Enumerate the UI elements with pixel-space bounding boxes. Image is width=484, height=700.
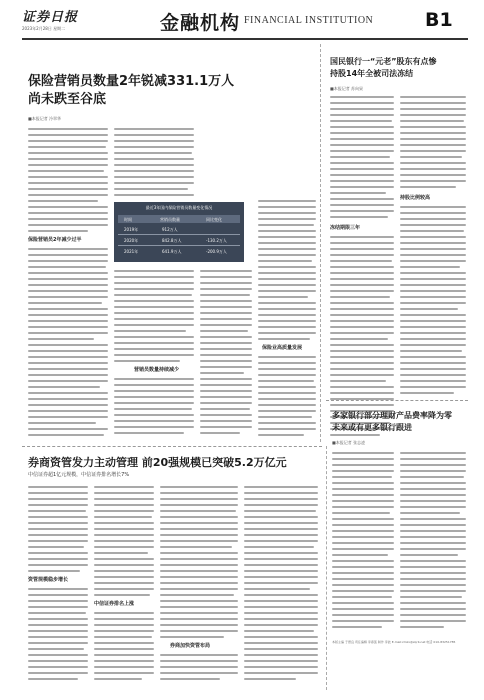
- bank-subhead-2: 持股比例较高: [400, 195, 431, 201]
- agent-count-table: [114, 202, 244, 262]
- securities-subhead-1: 资管规模稳步增长: [28, 577, 69, 583]
- table-cell: -130.2万人: [206, 238, 227, 243]
- table-title: 最近3年国内保险营销员数量变化情况: [145, 205, 213, 210]
- masthead: 证券日报: [22, 10, 79, 25]
- table-cell: 2021年: [124, 249, 139, 254]
- securities-subhead-3: 券商加快资管布局: [170, 643, 211, 649]
- editor-notice: 本版主编 于德良 责任编辑 李春莲 制作 李波 E-mail:zmzx@zqrb.net 电话 010-83251785: [332, 640, 456, 644]
- main-subhead-2: 营销员数量持续减少: [134, 367, 180, 373]
- table-cell: 842.8万人: [162, 238, 182, 243]
- section-divider: [22, 446, 322, 447]
- issue-date: 2023年2月28日 星期二: [22, 26, 66, 31]
- main-headline-line1: 保险营销员数量2年锐减331.1万人: [28, 74, 235, 89]
- main-subhead-3: 保险业高质量发展: [262, 345, 303, 351]
- table-header-count: 营销员数量: [160, 217, 180, 222]
- main-byline: ■本报记者 冷翠华: [28, 116, 62, 121]
- wealth-headline-line1: 多家银行部分理财产品费率降为零: [332, 411, 452, 420]
- table-cell: 2020年: [124, 238, 139, 243]
- table-cell: 912万人: [162, 227, 178, 232]
- wealth-byline: ■本报记者 张志凌: [332, 440, 366, 445]
- bank-subhead-1: 冻结期限三年: [330, 225, 361, 231]
- page-number: B1: [425, 9, 453, 31]
- securities-subhead-2: 中信证券排名上涨: [94, 601, 135, 607]
- main-headline-line2: 尚未跌至谷底: [28, 92, 107, 107]
- bank-headline-line1: 国民银行一“元老”股东有点惨: [330, 57, 437, 66]
- table-cell: 641.9万人: [162, 249, 182, 254]
- table-cell: 2019年: [124, 227, 139, 232]
- securities-headline: 券商资管发力主动管理 前20强规模已突破5.2万亿元: [28, 456, 287, 469]
- section-title: 金融机构: [160, 12, 241, 34]
- securities-subtitle: 中信证券超1亿元规模，中信证券排名增长7%: [28, 472, 130, 478]
- section-divider: [326, 400, 468, 401]
- wealth-headline-line2: 未来或有更多银行跟进: [332, 423, 412, 432]
- bank-headline-line2: 持股14年全被司法冻结: [330, 69, 414, 78]
- column-divider: [320, 44, 321, 442]
- table-header-change: 同比变化: [206, 217, 222, 222]
- header-rule: [22, 38, 468, 40]
- column-divider: [326, 446, 327, 690]
- bank-byline: ■本报记者 苏向杲: [330, 86, 364, 91]
- main-subhead-1: 保险营销员2年减少过半: [28, 237, 82, 243]
- table-header-time: 时间: [124, 217, 132, 222]
- table-cell: -200.9万人: [206, 249, 227, 254]
- section-title-en: FINANCIAL INSTITUTION: [244, 15, 374, 26]
